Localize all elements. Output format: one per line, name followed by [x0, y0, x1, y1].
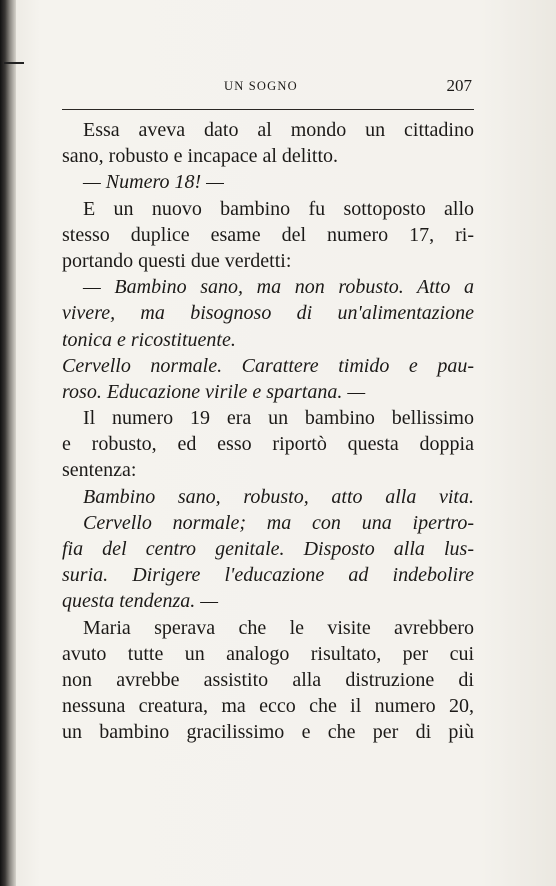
text-line: — Bambino sano, ma non robusto. Atto a: [83, 276, 474, 299]
page-number: 207: [446, 76, 472, 95]
text-line: Cervello normale. Carattere timido e pau-: [62, 354, 474, 377]
text-line: fia del centro genitale. Disposto alla lus-: [62, 538, 474, 560]
text-line: Il numero 19 era un bambino bellissimo: [83, 407, 474, 430]
text-line: suria. Dirigere l'educazione ad indebolire: [62, 564, 474, 587]
text-line: Cervello normale; ma con una ipertro-: [83, 511, 474, 534]
text-line: tonica e ricostituente.: [62, 328, 236, 351]
text-line: — Numero 18! —: [83, 171, 224, 194]
text-line: portando questi due verdetti:: [62, 249, 292, 272]
binding-mark: [4, 62, 24, 64]
text-line: avuto tutte un analogo risultato, per cui: [62, 642, 474, 665]
text-line: Maria sperava che le visite avrebbero: [83, 616, 474, 639]
text-line: E un nuovo bambino fu sottoposto allo: [83, 197, 474, 220]
running-head: UN SOGNO: [224, 79, 298, 93]
text-line: sano, robusto e incapace al delitto.: [62, 145, 339, 168]
text-line: nessuna creatura, ma ecco che il numero 20,: [62, 695, 474, 718]
text-line: questa tendenza. —: [62, 590, 219, 613]
text-line: vivere, ma bisognoso di un'alimentazione: [62, 302, 474, 325]
header-rule: [62, 109, 474, 110]
text-line: stesso duplice esame del numero 17, ri-: [62, 223, 474, 246]
text-line: Bambino sano, robusto, atto alla vita.: [83, 485, 474, 508]
text-line: roso. Educazione virile e spartana. —: [62, 380, 366, 403]
page-binding-edge: [0, 0, 16, 886]
text-line: e robusto, ed esso riportò questa doppia: [62, 433, 474, 456]
text-line: non avrebbe assistito alla distruzione di: [62, 668, 474, 691]
text-line: un bambino gracilissimo e che per di più: [62, 721, 474, 744]
page-header: [62, 76, 472, 98]
body-text: [62, 117, 474, 746]
text-line: sentenza:: [62, 459, 137, 482]
text-line: Essa aveva dato al mondo un cittadino: [83, 119, 474, 141]
